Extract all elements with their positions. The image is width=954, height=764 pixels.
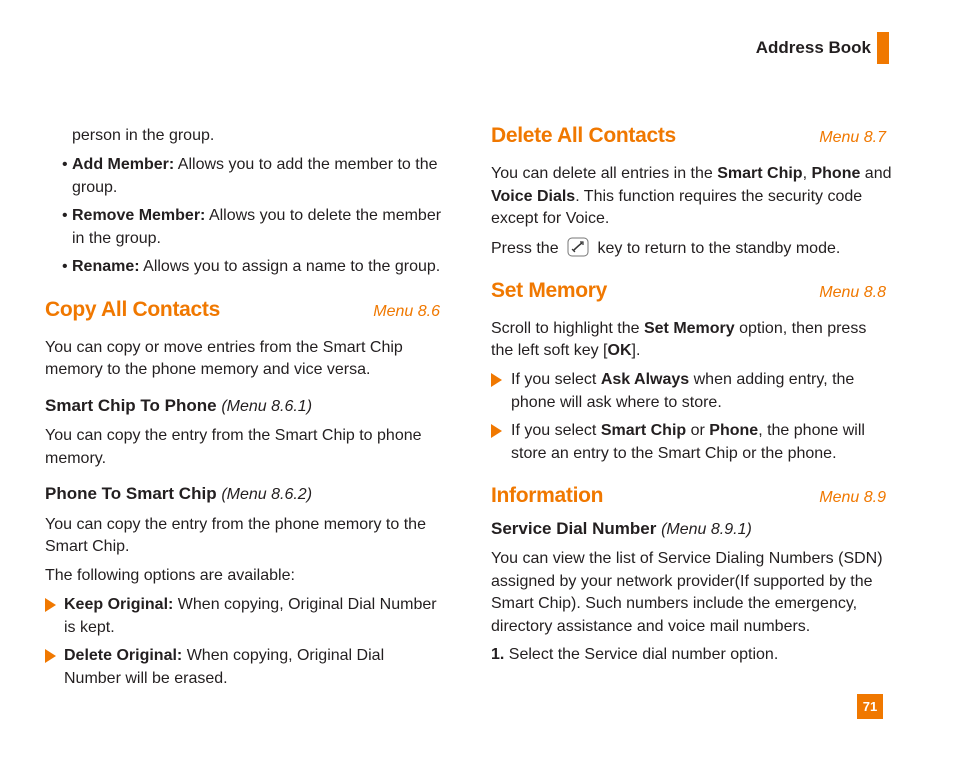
body-text: Scroll to highlight the Set Memory option, then press [491,320,867,337]
bullet-item: • Remove Member: Allows you to delete the member in the group. [62,207,442,247]
option-item: Delete Original: When copying, Original Dial Number will be erased. [45,645,445,690]
menu-number: Menu 8.8 [819,284,886,301]
body-text: You can copy the entry from the phone memory to the [45,516,426,533]
body-text: the left soft key [OK]. [491,342,641,359]
menu-number: Menu 8.7 [819,129,886,146]
body-text: Smart Chip. [45,538,130,555]
bullet-item: • Add Member: Allows you to add the member to the group. [62,156,438,196]
header-accent-bar [877,32,889,64]
body-text: assigned by your network provider(If supported by the [491,573,873,590]
section-heading [45,298,440,322]
section-heading [491,484,886,508]
bullet-dot: • [62,156,68,173]
page-number: 71 [862,699,878,714]
section-title: Copy All Contacts [45,298,220,321]
subsection-heading: Smart Chip To Phone (Menu 8.6.1) [45,396,313,415]
menu-number: Menu 8.9 [819,489,886,506]
section-heading [491,124,886,148]
body-text: memory. [45,450,107,467]
body-text: Smart Chip). Such numbers include the emergency, [491,595,858,612]
step-item: 1. Select the Service dial number option. [491,646,779,663]
body-text: You can delete all entries in the Smart Chip, Phone and [491,165,892,182]
body-text: except for Voice. [491,210,610,227]
bullet-dot: • [62,258,68,275]
bullet-dot: • [62,207,68,224]
section-heading [491,279,886,303]
subsection-heading: Phone To Smart Chip (Menu 8.6.2) [45,484,313,503]
body-text: You can view the list of Service Dialing Numbers (SDN) [491,550,883,567]
section-title: Delete All Contacts [491,124,676,147]
continued-text: person in the group. [72,127,215,144]
arrow-bullet-icon [491,424,502,438]
option-item: If you select Smart Chip or Phone, the phone will store an entry to the Smart Chip or the phone. [491,420,891,465]
arrow-bullet-icon [45,649,56,663]
end-key-icon [567,237,589,265]
body-text: You can copy or move entries from the Smart Chip [45,339,403,356]
body-text: Press the key to return to the standby mode. [491,237,840,265]
arrow-bullet-icon [491,373,502,387]
body-text: You can copy the entry from the Smart Chip to phone [45,427,422,444]
body-text: directory assistance and voice mail numbers. [491,618,811,635]
option-item: Keep Original: When copying, Original Dial Number is kept. [45,594,445,639]
section-title: Set Memory [491,279,608,302]
running-header [700,38,871,58]
body-text: Voice Dials. This function requires the security code [491,188,863,205]
section-title: Information [491,484,604,507]
page-number-badge [857,694,883,719]
body-text: The following options are available: [45,567,295,584]
header-title: Address Book [755,38,871,57]
bullet-item: • Rename: Allows you to assign a name to the group. [62,256,452,279]
arrow-bullet-icon [45,598,56,612]
option-item: If you select Ask Always when adding entry, the phone will ask where to store. [491,369,891,414]
subsection-heading: Service Dial Number (Menu 8.9.1) [491,519,752,538]
body-text: memory to the phone memory and vice versa. [45,361,371,378]
menu-number: Menu 8.6 [373,303,440,320]
